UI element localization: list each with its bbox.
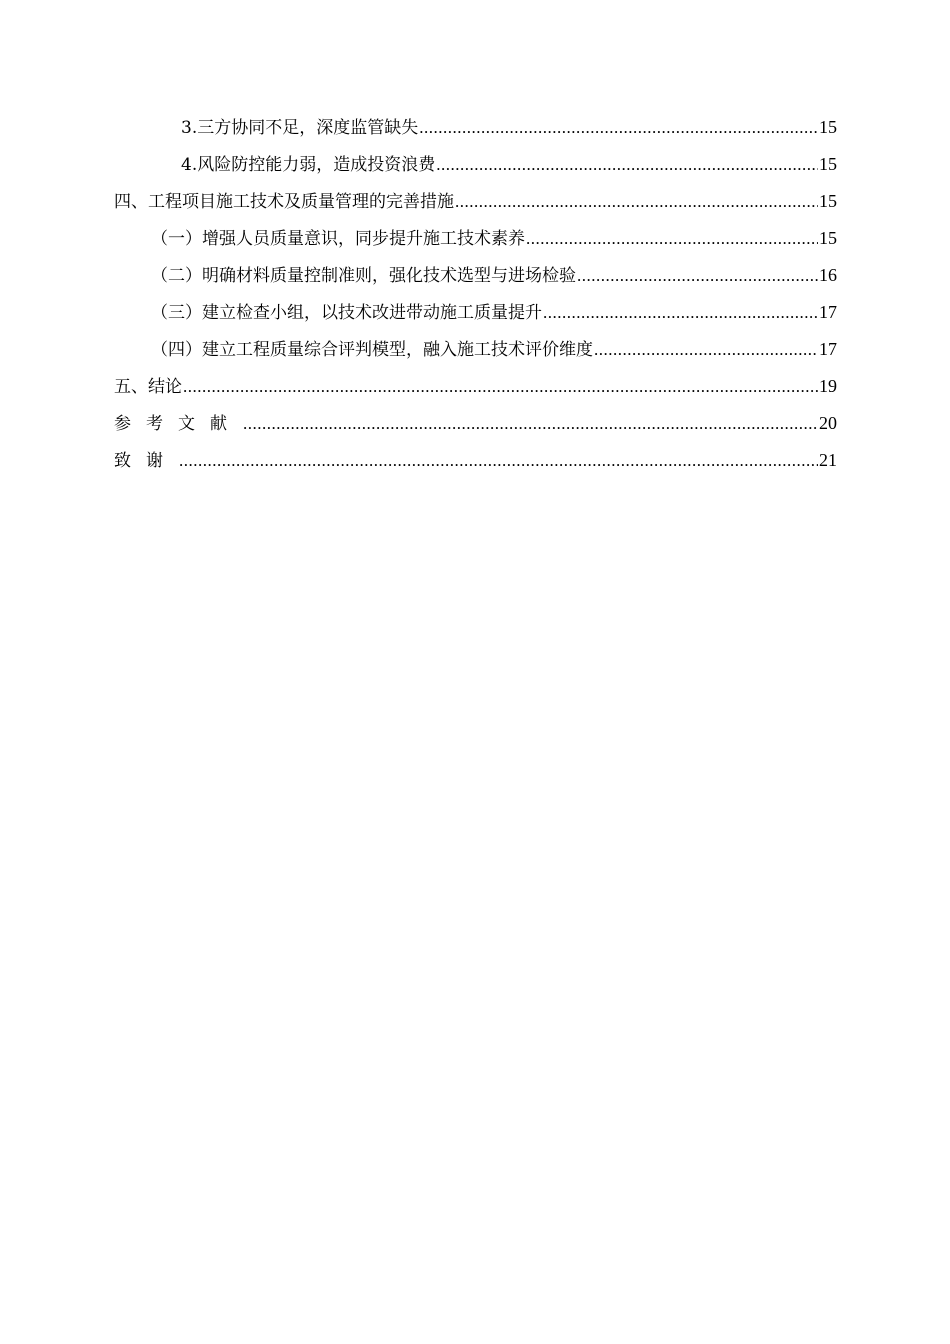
dot-leader <box>526 224 818 254</box>
toc-entry[interactable] <box>151 334 837 364</box>
toc-entry-page: 15 <box>819 191 837 211</box>
toc-entry-title: 3.三方协同不足，深度监管缺失 <box>181 118 419 138</box>
toc-entry[interactable] <box>114 445 837 475</box>
toc-entry-title: 参考文献 <box>114 414 242 434</box>
toc-entry-page: 15 <box>819 154 837 174</box>
toc-entry[interactable] <box>151 297 837 327</box>
dot-leader <box>455 187 818 217</box>
toc-entry-title: （二）明确材料质量控制准则，强化技术选型与进场检验 <box>151 266 576 286</box>
toc-entry-page: 16 <box>819 265 837 285</box>
toc-entry-page: 15 <box>819 117 837 137</box>
toc-entry-title: 致谢 <box>114 451 178 471</box>
dot-leader <box>436 150 818 180</box>
toc-entry[interactable] <box>151 260 837 290</box>
toc-entry[interactable] <box>151 223 837 253</box>
toc-entry-page: 17 <box>819 302 837 322</box>
toc-entry-page: 19 <box>819 376 837 396</box>
toc-entry[interactable] <box>114 186 837 216</box>
toc-entry[interactable] <box>114 408 837 438</box>
toc-entry[interactable] <box>114 371 837 401</box>
toc-entry-title: （三）建立检查小组，以技术改进带动施工质量提升 <box>151 303 542 323</box>
toc-entry[interactable] <box>181 149 837 179</box>
toc-entry-title: 4.风险防控能力弱，造成投资浪费 <box>181 155 436 175</box>
toc-entry-title: （一）增强人员质量意识，同步提升施工技术素养 <box>151 229 525 249</box>
dot-leader <box>419 113 818 143</box>
toc-entry-page: 15 <box>819 228 837 248</box>
toc-entry-title: 五、结论 <box>114 377 182 397</box>
dot-leader <box>183 372 818 402</box>
dot-leader <box>179 446 818 476</box>
dot-leader <box>594 335 818 365</box>
toc-entry-page: 17 <box>819 339 837 359</box>
dot-leader <box>577 261 818 291</box>
dot-leader <box>243 409 818 439</box>
toc-entry-page: 20 <box>819 413 837 433</box>
toc-entry-title: 四、工程项目施工技术及质量管理的完善措施 <box>114 192 454 212</box>
toc-entry-title: （四）建立工程质量综合评判模型，融入施工技术评价维度 <box>151 340 593 360</box>
dot-leader <box>543 298 818 328</box>
toc-entry-page: 21 <box>819 450 837 470</box>
toc-entry[interactable] <box>181 112 837 142</box>
